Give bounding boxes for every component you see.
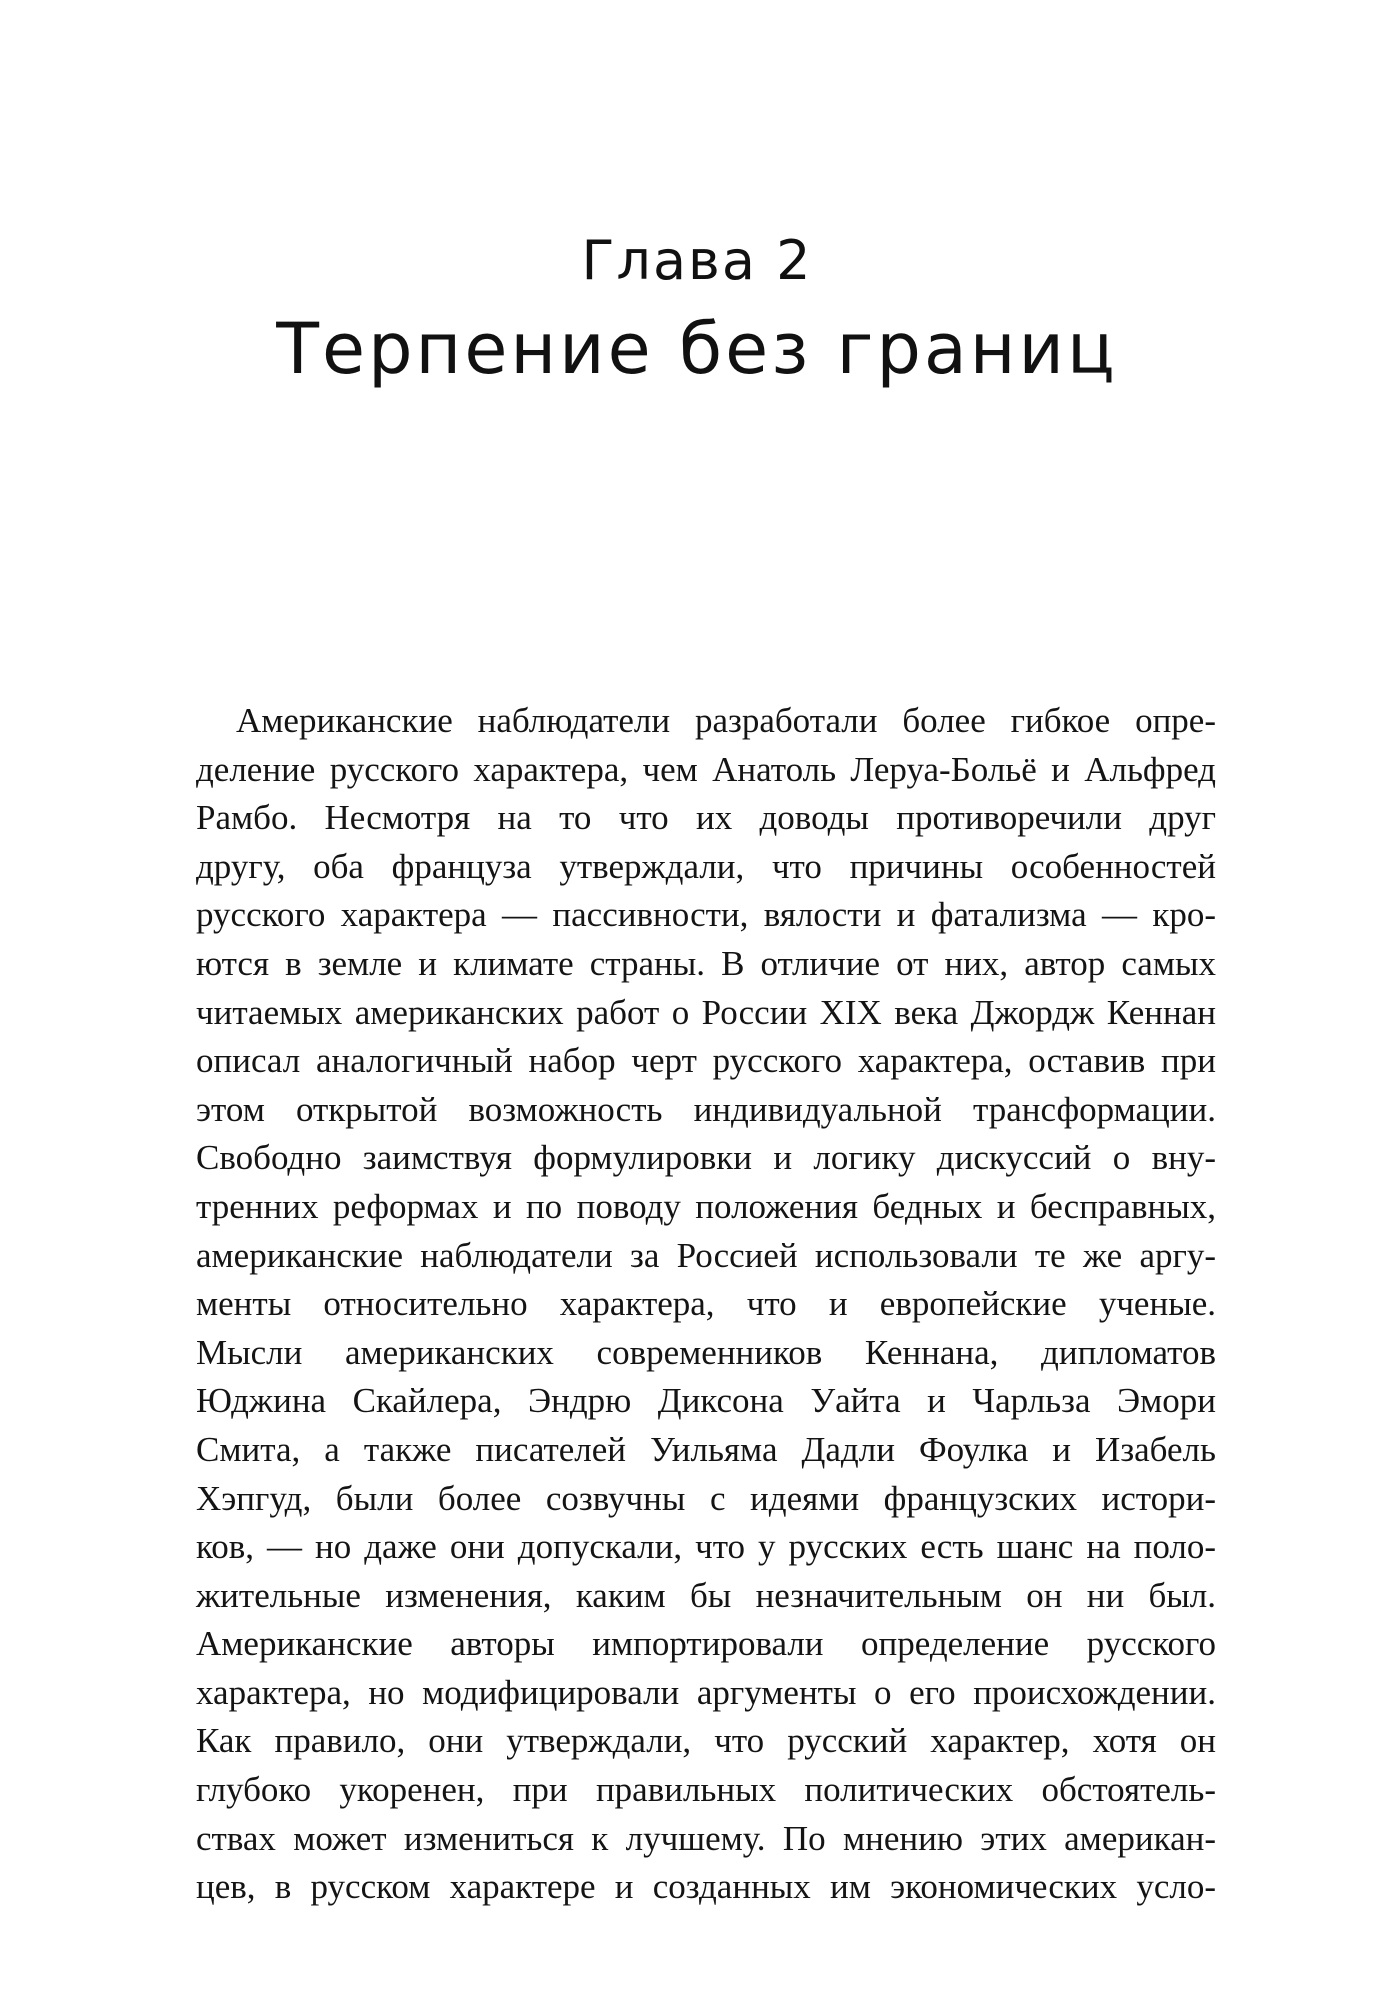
text-line: глубоко укоренен, при правильных политических обстоятель- [196,1770,1216,1810]
text-line: Юджина Скайлера, Эндрю Диксона Уайта и Чарльза Эмори [196,1381,1216,1421]
text-line: ствах может измениться к лучшему. По мнению этих американ- [196,1818,1216,1858]
text-line: Мысли американских современников Кеннана, дипломатов [196,1332,1216,1372]
text-line: Как правило, они утверждали, что русский характер, хотя он [196,1721,1216,1761]
text-line: русского характера — пассивности, вялости и фатализма — кро- [196,895,1216,935]
text-line: жительные изменения, каким бы незначительным он ни был. [196,1575,1216,1615]
body-paragraph [196,697,1216,1912]
text-line: цев, в русском характере и созданных им экономических усло- [196,1867,1216,1907]
text-line: менты относительно характера, что и европейские ученые. [196,1284,1216,1324]
text-line: другу, оба француза утверждали, что причины особенностей [196,846,1216,886]
text-line: Смита, а также писателей Уильяма Дадли Фоулка и Изабель [196,1429,1216,1469]
text-line: этом открытой возможность индивидуальной трансформации. [196,1089,1216,1129]
text-line: Американские наблюдатели разработали более гибкое опре- [236,701,1216,740]
text-line: характера, но модифицировали аргументы о его происхождении. [196,1672,1216,1712]
text-line: деление русского характера, чем Анатоль Леруа-Больё и Альфред [196,749,1216,789]
text-line: читаемых американских работ о России XIX века Джордж Кеннан [196,992,1216,1032]
text-line: описал аналогичный набор черт русского характера, оставив при [196,1041,1216,1081]
text-line: Рамбо. Несмотря на то что их доводы противоречили друг [196,798,1216,838]
text-line: ются в земле и климате страны. В отличие от них, автор самых [196,943,1216,983]
text-line: Хэпгуд, были более созвучны с идеями французских истори- [196,1478,1216,1518]
text-line: тренних реформах и по поводу положения бедных и бесправных, [196,1186,1216,1226]
chapter-number: Глава 2 [581,229,813,292]
text-line: Свободно заимствуя формулировки и логику дискуссий о вну- [196,1138,1216,1178]
text-line: Американские авторы импортировали определение русского [196,1624,1216,1664]
text-line: ков, — но даже они допускали, что у русских есть шанс на поло- [196,1527,1216,1567]
chapter-title: Терпение без границ [276,308,1118,390]
text-line: американские наблюдатели за Россией использовали те же аргу- [196,1235,1216,1275]
